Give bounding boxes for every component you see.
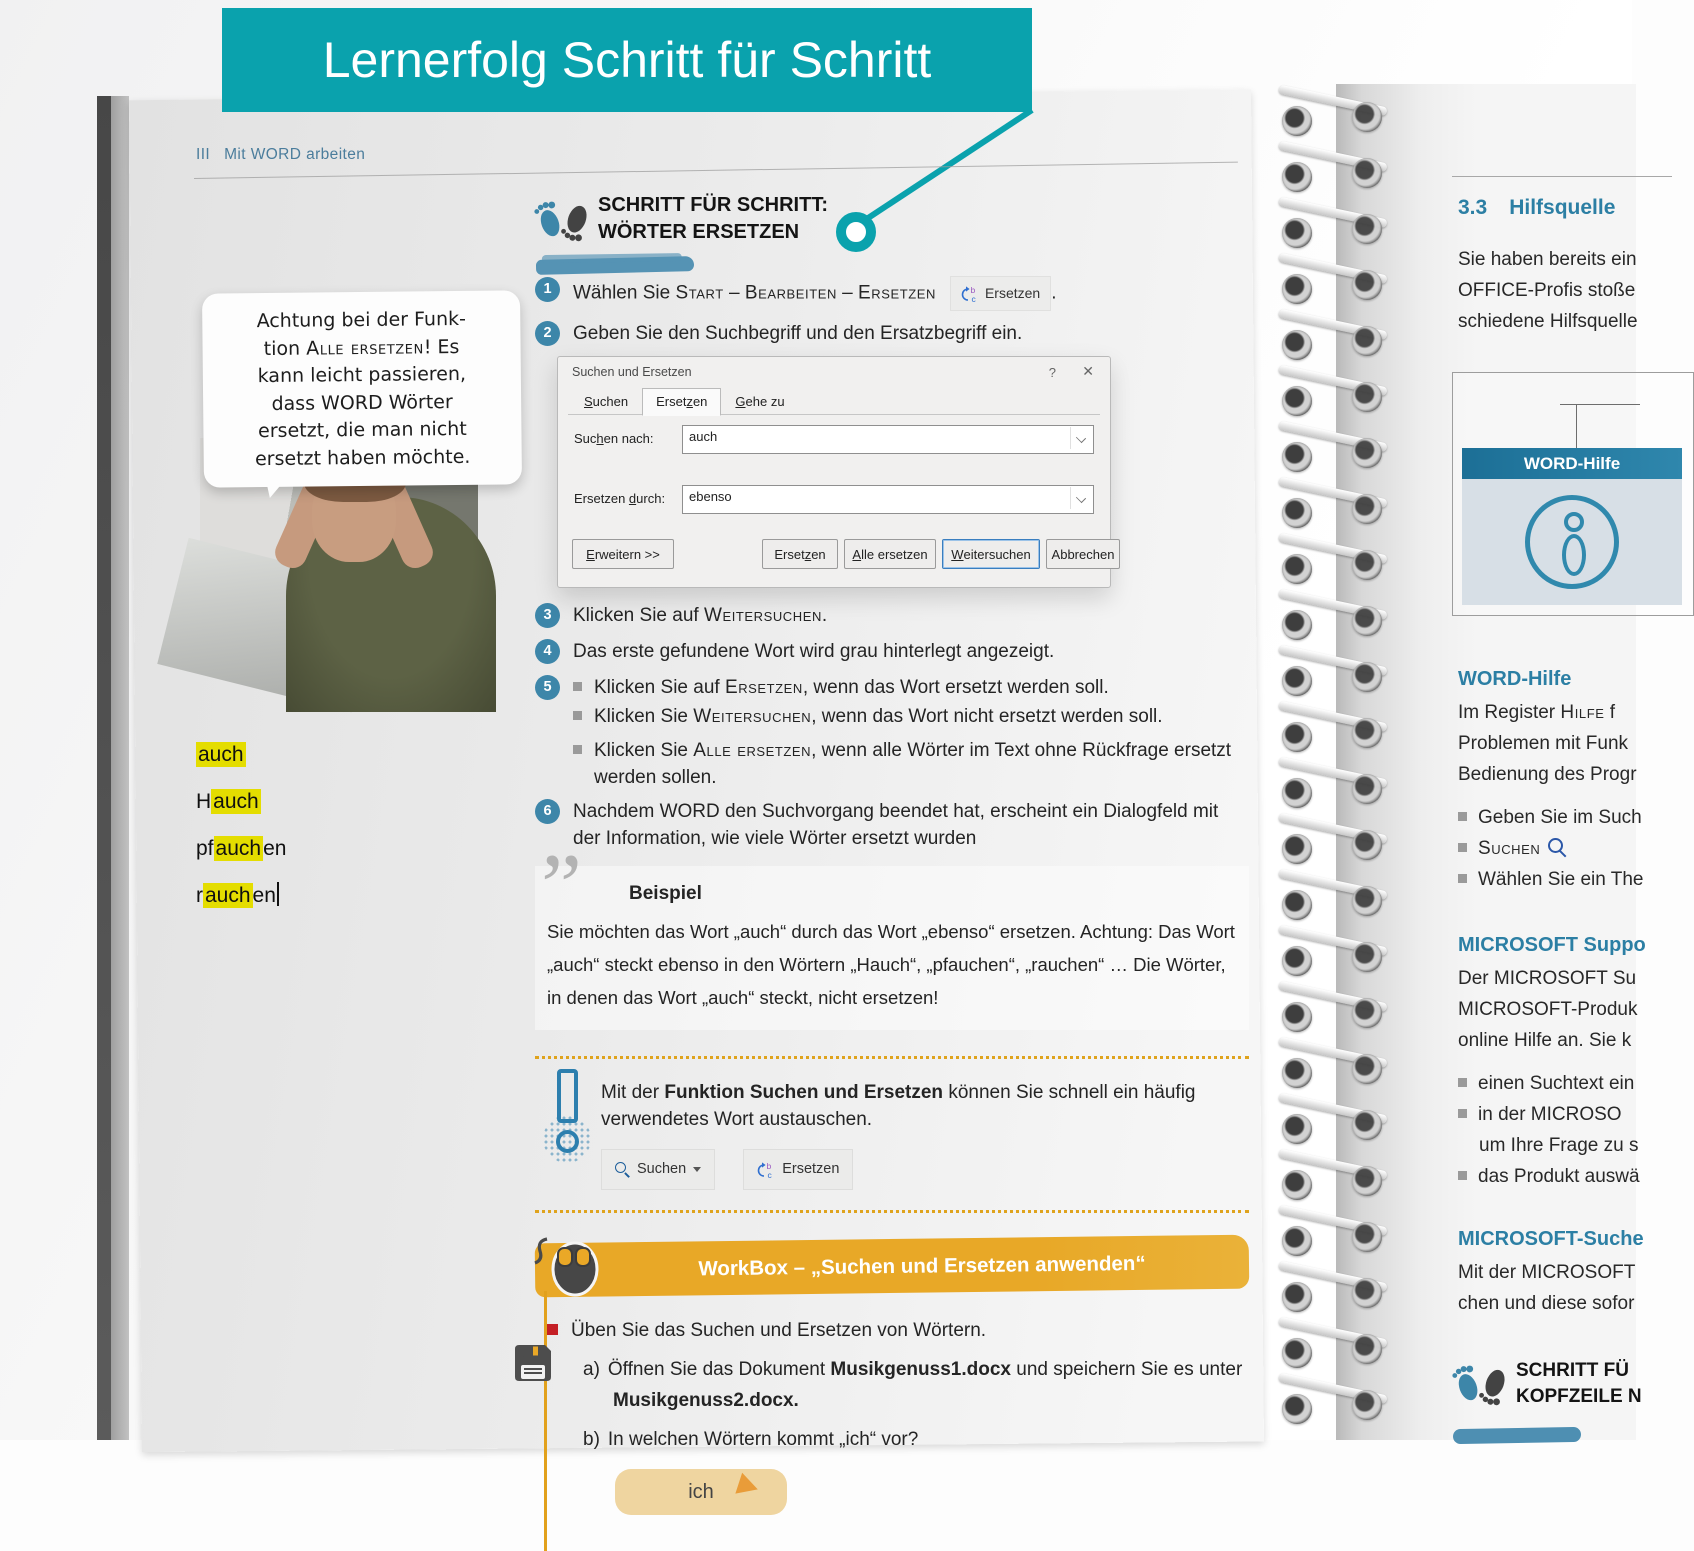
step-5 <box>535 674 1249 701</box>
workbox-banner <box>535 1235 1250 1298</box>
spiral-ring-icon <box>1352 1054 1382 1084</box>
spiral-loop <box>1258 312 1408 368</box>
doc-word <box>196 740 286 787</box>
spiral-ring-icon <box>1352 886 1382 916</box>
svg-text:c: c <box>767 1169 772 1180</box>
spiral-ring-icon <box>1352 494 1382 524</box>
howto-steps <box>535 276 1249 1515</box>
spiral-loop <box>1258 592 1408 648</box>
microsoft-support-section: MICROSOFT Suppo Der MICROSOFT Su MICROSOFT-Produk online Hilfe an. Sie k einen Suchtext ein in der MICROSO um Ihre Frage zu s das Produkt auswä <box>1458 934 1646 1192</box>
text-segment: Ersetzen <box>574 491 629 506</box>
document-words <box>196 740 286 928</box>
spiral-ring-icon <box>1352 718 1382 748</box>
spiral-ring-icon <box>1352 830 1382 860</box>
text-segment: G <box>735 394 746 409</box>
dropdown-arrow-icon[interactable] <box>1070 427 1092 449</box>
replace-all-button[interactable] <box>844 539 936 569</box>
spiral-ring-icon <box>1352 1278 1382 1308</box>
ersetzen-ribbon-button[interactable]: b c Ersetzen <box>950 276 1051 311</box>
diagram-word-hilfe-band: WORD-Hilfe <box>1462 448 1682 479</box>
info-icon <box>1525 495 1619 589</box>
text-segment: . <box>821 605 828 626</box>
tab-gehe-zu[interactable] <box>721 388 798 416</box>
workbox-item-a: a) Öffnen Sie das Dokument Musikgenuss1.docx und speichern Sie es unter <box>583 1359 1243 1380</box>
tab-ersetzen[interactable] <box>642 388 721 416</box>
text-segment: Ersetzen <box>724 677 803 698</box>
spiral-loop <box>1258 480 1408 536</box>
spiral-ring-icon <box>1352 1110 1382 1140</box>
text-segment: tion <box>263 337 307 360</box>
step-4: 4 Das erste gefundene Wort wird grau hinterlegt angezeigt. <box>535 638 1249 665</box>
red-square-bullet <box>547 1324 558 1335</box>
svg-text:c: c <box>971 293 976 304</box>
chevron-down-icon <box>693 1167 701 1176</box>
text-segment: S <box>584 394 593 409</box>
text-segment: Weitersuchen <box>703 605 822 626</box>
spiral-loop <box>1258 1096 1408 1152</box>
spiral-loop <box>1258 704 1408 760</box>
bullet-item: das Produkt auswä <box>1458 1161 1646 1192</box>
spiral-ring-icon <box>1282 890 1312 920</box>
spiral-ring-icon <box>1352 382 1382 412</box>
footsteps-icon <box>1452 1358 1510 1412</box>
text-segment: z <box>686 394 693 409</box>
text-segment: , wenn das Wort nicht ersetzt werden soll. <box>811 706 1163 727</box>
spiral-ring-icon <box>1282 330 1312 360</box>
spiral-ring-icon <box>1282 834 1312 864</box>
text-segment: , wenn das Wort ersetzt werden soll. <box>802 677 1109 698</box>
spiral-loop <box>1258 424 1408 480</box>
section-heading: 3.3 Hilfsquelle <box>1458 196 1616 219</box>
heading-brush-underline <box>1453 1427 1581 1444</box>
text-segment: und speichern Sie es unter <box>1010 1359 1243 1380</box>
text-segment: f <box>1604 702 1616 723</box>
tip-text <box>601 1079 1213 1133</box>
text-segment: Öffnen Sie das Dokument <box>607 1359 831 1380</box>
spiral-ring-icon <box>1282 554 1312 584</box>
spiral-loop <box>1258 368 1408 424</box>
text-segment: können Sie schnell ein häufig verwendetes Wort austauschen. <box>601 1082 1196 1130</box>
spiral-ring-icon <box>1282 722 1312 752</box>
spiral-ring-icon <box>1282 1114 1312 1144</box>
spiral-loop <box>1258 256 1408 312</box>
spiral-ring-icon <box>1352 214 1382 244</box>
spiral-ring-icon <box>1352 606 1382 636</box>
spiral-ring-icon <box>1282 1394 1312 1424</box>
text-segment: Musikgenuss1.docx <box>830 1359 1011 1380</box>
svg-text:b: b <box>766 1160 772 1171</box>
bullet-item: Geben Sie im Such <box>1458 802 1643 833</box>
spiral-ring-icon <box>1282 218 1312 248</box>
example-box <box>535 835 1249 1030</box>
replace-input[interactable]: ebenso <box>682 485 1094 514</box>
text-segment: z <box>804 546 812 562</box>
highlight: auch <box>205 884 251 907</box>
diagram-connector <box>1560 404 1640 405</box>
tip-box <box>535 1056 1249 1213</box>
text-segment: Klicken Sie auf <box>573 605 704 626</box>
spiral-ring-icon <box>1282 1282 1312 1312</box>
spiral-loop <box>1258 1152 1408 1208</box>
spiral-ring-icon <box>1352 1222 1382 1252</box>
spiral-loop <box>1258 984 1408 1040</box>
text-segment: h <box>596 431 604 446</box>
ersetzen-ribbon-button[interactable]: b c Ersetzen <box>743 1149 853 1190</box>
spiral-loop <box>1258 144 1408 200</box>
spiral-ring-icon <box>1352 326 1382 356</box>
expand-button[interactable] <box>572 539 674 569</box>
step-number-badge: 2 <box>535 321 560 346</box>
mouse-icon <box>531 1231 605 1299</box>
text-segment: Funktion Suchen und Ersetzen <box>664 1082 944 1103</box>
chapter-title: Mit WORD arbeiten <box>224 146 366 163</box>
replace-icon <box>961 285 979 303</box>
spiral-ring-icon <box>1282 106 1312 136</box>
spiral-ring-icon <box>1352 270 1382 300</box>
quote-icon: ” <box>541 835 582 937</box>
highlight: auch <box>215 837 262 860</box>
spiral-ring-icon <box>1352 998 1382 1028</box>
spiral-ring-icon <box>1282 1338 1312 1368</box>
workbox-item-b: b) In welchen Wörtern kommt „ich“ vor? <box>583 1429 919 1450</box>
save-disk-icon <box>511 1341 555 1385</box>
suchen-ribbon-button[interactable]: Suchen <box>601 1149 715 1190</box>
square-bullet <box>573 711 582 720</box>
spiral-loop <box>1258 928 1408 984</box>
note-line: ersetzt, die man nicht <box>258 417 467 443</box>
text-segment: en <box>692 394 708 409</box>
book-cover-edge <box>97 96 111 1440</box>
spiral-ring-icon <box>1352 1334 1382 1364</box>
find-next-button[interactable] <box>942 539 1040 569</box>
step-number-badge: 4 <box>535 639 560 664</box>
step-number-badge: 1 <box>535 277 560 302</box>
example-text: Sie möchten das Wort „auch“ durch das Wort „ebenso“ ersetzen. Achtung: Das Wort „auch“ steckt ebenso in den Wörtern „Hauch“, „pfauchen“, „rauchen“ … Die Wörter, in denen das Wort „auch“ steckt, nicht ersetzen! <box>547 921 1235 1008</box>
text-segment: uchen <box>592 394 629 409</box>
text-segment: – <box>836 282 859 304</box>
text-segment: A <box>852 546 862 562</box>
text-segment: W <box>951 546 964 562</box>
step-number-badge: 3 <box>535 603 560 628</box>
text-segment: Erset <box>656 394 687 409</box>
spiral-loop <box>1258 872 1408 928</box>
step-1: 1 Wählen Sie Start – Bearbeiten – Ersetzen b c Ersetzen . <box>535 276 1249 311</box>
banner <box>222 8 1032 112</box>
spiral-ring-icon <box>1352 102 1382 132</box>
spiral-loop <box>1258 760 1408 816</box>
text-segment: Ersetzen <box>858 282 936 304</box>
bullet-item: Wählen Sie ein The <box>1458 864 1643 895</box>
exclamation-icon <box>549 1069 595 1153</box>
spiral-ring-icon <box>1352 438 1382 468</box>
spiral-ring-icon <box>1352 942 1382 972</box>
answer-tag: ich <box>615 1469 787 1515</box>
highlight: auch <box>213 790 259 813</box>
text-segment: E <box>586 546 595 562</box>
find-replace-dialog <box>557 356 1115 588</box>
text-segment: rweitern >> <box>594 546 660 562</box>
microsoft-suche-section: MICROSOFT-Suche Mit der MICROSOFT chen und diese sofor <box>1458 1228 1644 1314</box>
text-segment: urch: <box>636 491 666 506</box>
text-segment: en nach: <box>603 431 654 446</box>
spiral-ring-icon <box>1282 498 1312 528</box>
step-3 <box>535 602 1249 629</box>
bullet-item <box>1458 833 1643 864</box>
dialog-tabs <box>570 388 799 416</box>
spiral-ring-icon <box>1282 666 1312 696</box>
spiral-binding <box>1258 84 1408 1440</box>
spiral-loop <box>1258 648 1408 704</box>
text-segment: , wenn alle Wörter im Text ohne Rückfrage ersetzt werden sollen. <box>594 740 1232 788</box>
word-hilfe-section: WORD-Hilfe Im Register Hilfe f Problemen mit Funk Bedienung des Progr Geben Sie im Such Suchen Wählen Sie ein The <box>1458 668 1643 895</box>
text-segment: Klicken Sie <box>594 740 694 761</box>
search-icon <box>615 1162 630 1177</box>
spiral-loop <box>1258 1208 1408 1264</box>
bullet-item: einen Suchtext ein <box>1458 1068 1646 1099</box>
spiral-ring-icon <box>1352 774 1382 804</box>
banner-title: Lernerfolg Schritt für Schritt <box>322 32 932 88</box>
ribbon-buttons <box>601 1149 1249 1190</box>
right-page-rule <box>1452 176 1672 177</box>
text-segment: Bearbeiten <box>744 282 837 304</box>
spiral-ring-icon <box>1282 386 1312 416</box>
search-icon <box>1548 838 1567 857</box>
spiral-loop <box>1258 1264 1408 1320</box>
search-field-label <box>574 431 654 446</box>
step-2: 2 Geben Sie den Suchbegriff und den Ersatzbegriff ein. <box>535 320 1249 347</box>
next-howto-heading: SCHRITT FÜ KOPFZEILE N <box>1516 1360 1642 1407</box>
text-segment: Alle ersetzen <box>306 335 424 360</box>
doc-word: pfauchen <box>196 837 287 860</box>
text-segment: en <box>811 546 826 562</box>
spiral-loop <box>1258 1040 1408 1096</box>
spiral-ring-icon <box>1352 1166 1382 1196</box>
text-segment: Im Register <box>1458 702 1561 723</box>
spiral-loop <box>1258 816 1408 872</box>
text-segment: ! Es <box>423 335 460 358</box>
highlight: auch <box>198 743 244 766</box>
chapter-header <box>196 146 365 164</box>
replace-button[interactable] <box>762 539 838 569</box>
spiral-ring-icon <box>1282 610 1312 640</box>
spiral-ring-icon <box>1282 1058 1312 1088</box>
spiral-loop <box>1258 536 1408 592</box>
margin-note-bubble <box>202 290 522 487</box>
page-stack-edge <box>111 96 129 1440</box>
workbox-side-rule <box>544 1291 547 1551</box>
spiral-ring-icon <box>1352 550 1382 580</box>
text-segment: lle ersetzen <box>861 546 928 562</box>
spiral-ring-icon <box>1282 946 1312 976</box>
note-line: kann leicht passieren, <box>257 362 467 388</box>
spiral-ring-icon <box>1352 158 1382 188</box>
text-segment: Klicken Sie auf <box>594 677 725 698</box>
text-segment: Weitersuchen <box>693 706 812 727</box>
dialog-help-button[interactable]: ? <box>1048 365 1056 380</box>
dialog-close-button[interactable]: ✕ <box>1082 363 1094 379</box>
square-bullet <box>573 682 582 691</box>
text-segment: Klicken Sie <box>594 706 694 727</box>
spiral-ring-icon <box>1282 1226 1312 1256</box>
diagram-panel <box>1462 479 1682 605</box>
bullet-continuation: um Ihre Frage zu s <box>1479 1135 1639 1156</box>
note-line <box>210 333 512 364</box>
spiral-ring-icon <box>1282 162 1312 192</box>
spiral-loop <box>1258 88 1408 144</box>
text-segment: Erset <box>774 546 805 562</box>
text-segment: Alle ersetzen <box>693 740 812 761</box>
replace-icon <box>757 1161 775 1179</box>
cursor-arrow-icon <box>735 1473 771 1504</box>
text-segment: ehe zu <box>745 394 785 409</box>
text-segment: Mit der <box>601 1082 665 1103</box>
howto-heading: SCHRITT FÜR SCHRITT: WÖRTER ERSETZEN <box>598 194 828 243</box>
spiral-ring-icon <box>1352 662 1382 692</box>
step-6: 6 Nachdem WORD den Suchvorgang beendet hat, erscheint ein Dialogfeld mit der Information, wie viele Wörter ersetzt wurden <box>535 798 1249 852</box>
spiral-ring-icon <box>1282 274 1312 304</box>
step-5-bullet <box>573 703 1249 730</box>
workbox-title: WorkBox – „Suchen und Ersetzen anwenden“ <box>698 1251 1146 1280</box>
spiral-ring-icon <box>1282 778 1312 808</box>
cancel-button[interactable] <box>1046 539 1120 569</box>
step-5-bullet <box>573 737 1249 791</box>
note-line: ersetzt haben möchte. <box>254 445 471 470</box>
search-input[interactable]: auch <box>682 425 1094 454</box>
doc-word: rauchen <box>196 881 286 928</box>
step-number-badge: 5 <box>535 675 560 700</box>
text-segment: Start <box>675 282 724 304</box>
text-segment: Abbrechen <box>1051 546 1115 562</box>
dropdown-arrow-icon[interactable] <box>1070 487 1092 509</box>
workbox-intro: Üben Sie das Suchen und Ersetzen von Wörtern. <box>547 1317 1249 1344</box>
spiral-loop <box>1258 1376 1408 1432</box>
svg-text:b: b <box>970 284 976 295</box>
text-segment: – <box>723 282 745 304</box>
text-segment: Suchen <box>1478 838 1541 859</box>
spiral-loop <box>1258 200 1408 256</box>
text-segment: Wählen Sie <box>573 282 676 304</box>
text-cursor <box>277 882 279 906</box>
note-line: Achtung bei der Funk- <box>256 307 467 333</box>
footsteps-icon <box>534 194 592 248</box>
spiral-ring-icon <box>1282 1170 1312 1200</box>
workbox <box>535 1239 1249 1515</box>
section-intro: Sie haben bereits ein OFFICE-Profis stoße schiedene Hilfsquelle <box>1458 249 1638 332</box>
text-segment: Suc <box>574 431 597 446</box>
diagram-connector <box>1576 404 1577 448</box>
square-bullet <box>573 745 582 754</box>
replace-field-label <box>574 491 665 506</box>
text-segment: d <box>628 491 637 506</box>
doc-word: Hauch <box>196 790 259 813</box>
text-segment: Hilfe <box>1560 702 1605 723</box>
dialog-title: Suchen und Ersetzen <box>572 365 692 379</box>
spiral-ring-icon <box>1352 1390 1382 1420</box>
example-label: Beispiel <box>629 883 702 904</box>
bullet-item: in der MICROSO <box>1458 1099 1646 1130</box>
workbox-item-a-line2: Musikgenuss2.docx. <box>613 1390 799 1411</box>
tab-suchen[interactable] <box>570 388 642 416</box>
chapter-number: III <box>196 146 211 163</box>
step-number-badge: 6 <box>535 799 560 824</box>
spiral-loop <box>1258 1320 1408 1376</box>
text-segment: eitersuchen <box>963 546 1031 562</box>
note-line: dass WORD Wörter <box>271 390 453 415</box>
spiral-ring-icon <box>1282 1002 1312 1032</box>
spiral-ring-icon <box>1282 442 1312 472</box>
